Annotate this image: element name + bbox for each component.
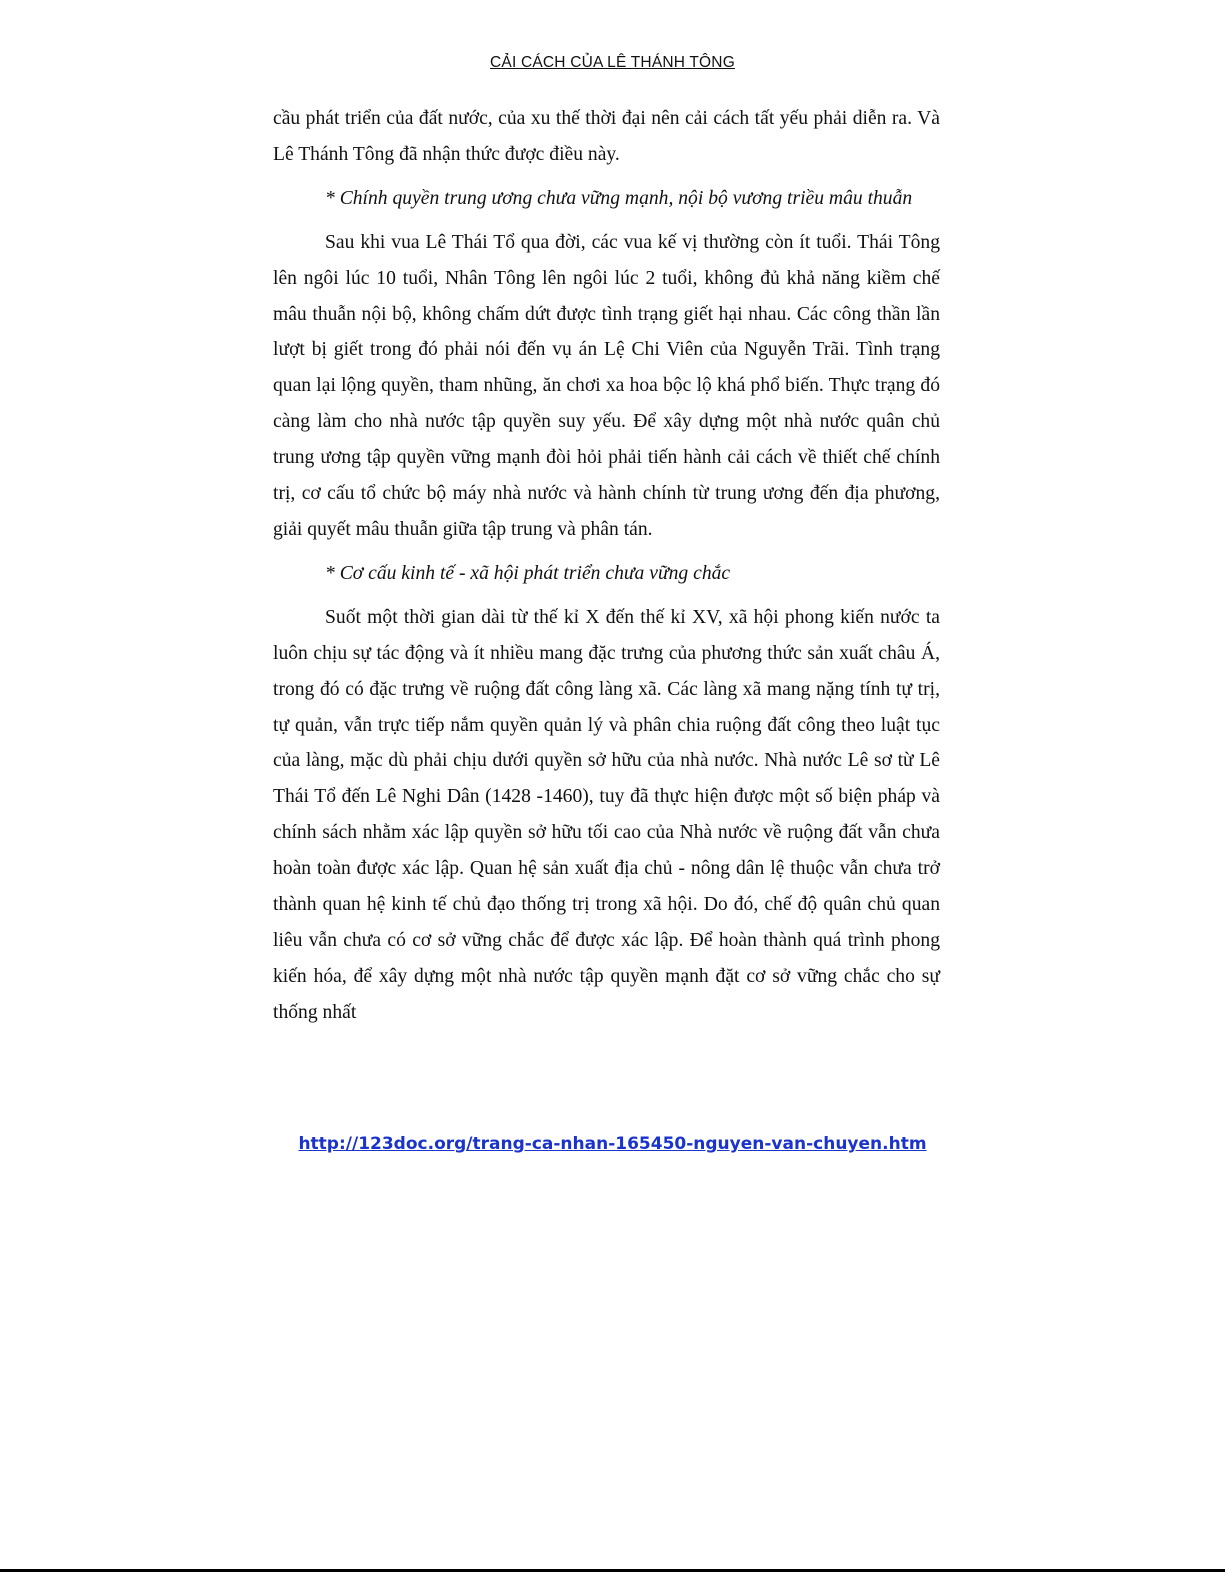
paragraph-socioeconomic-structure: Suốt một thời gian dài từ thế kỉ X đến thế kỉ XV, xã hội phong kiến nước ta luôn chịu sự tác động và ít nhiều mang đặc trưng của phương thức sản xuất châu Á, trong đó có đặc trưng về ruộng đất công làng xã. Các làng xã mang nặng tính tự trị, tự quản, vẫn trực tiếp nắm quyền quản lý và phân chia ruộng đất công theo luật tục của làng, mặc dù phải chịu dưới quyền sở hữu của nhà nước. Nhà nước Lê sơ từ Lê Thái Tổ đến Lê Nghi Dân (1428 -1460), tuy đã thực hiện được một số biện pháp và chính sách nhằm xác lập quyền sở hữu tối cao của Nhà nước về ruộng đất vẫn chưa hoàn toàn được xác lập. Quan hệ sản xuất địa chủ - nông dân lệ thuộc vẫn chưa trở thành quan hệ kinh tế chủ đạo thống trị trong xã hội. Do đó, chế độ quân chủ quan liêu vẫn chưa có cơ sở vững chắc để được xác lập. Để hoàn thành quá trình phong kiến hóa, để xây dựng một nhà nước tập quyền mạnh đặt cơ sở vững chắc cho sự thống nhất [273,606,940,1023]
bottom-divider [0,1569,1225,1572]
running-header: CẢI CÁCH CỦA LÊ THÁNH TÔNG [490,54,735,71]
section-heading-central-government: * Chính quyền trung ương chưa vững mạnh, nội bộ vương triều mâu thuẫn [325,187,913,209]
paragraph-continuation: cầu phát triển của đất nước, của xu thế thời đại nên cải cách tất yếu phải diễn ra. Và Lê Thánh Tông đã nhận thức được điều này. [273,108,940,165]
footer-source-link[interactable]: http://123doc.org/trang-ca-nhan-165450-nguyen-van-chuyen.htm [298,1134,927,1154]
paragraph-central-government: Sau khi vua Lê Thái Tổ qua đời, các vua kế vị thường còn ít tuổi. Thái Tông lên ngôi lúc 10 tuổi, Nhân Tông lên ngôi lúc 2 tuổi, không đủ khả năng kiềm chế mâu thuẫn nội bộ, không chấm dứt được tình trạng giết hại nhau. Các công thần lần lượt bị giết trong đó phải nói đến vụ án Lệ Chi Viên của Nguyễn Trãi. Tình trạng quan lại lộng quyền, tham nhũng, ăn chơi xa hoa bộc lộ khá phổ biến. Thực trạng đó càng làm cho nhà nước tập quyền suy yếu. Để xây dựng một nhà nước quân chủ trung ương tập quyền vững mạnh đòi hỏi phải tiến hành cải cách về thiết chế chính trị, cơ cấu tổ chức bộ máy nhà nước và hành chính từ trung ương đến địa phương, giải quyết mâu thuẫn giữa tập trung và phân tán. [273,231,940,540]
body-text [273,101,940,1039]
section-heading-socioeconomic-structure: * Cơ cấu kinh tế - xã hội phát triển chưa vững chắc [325,562,731,584]
